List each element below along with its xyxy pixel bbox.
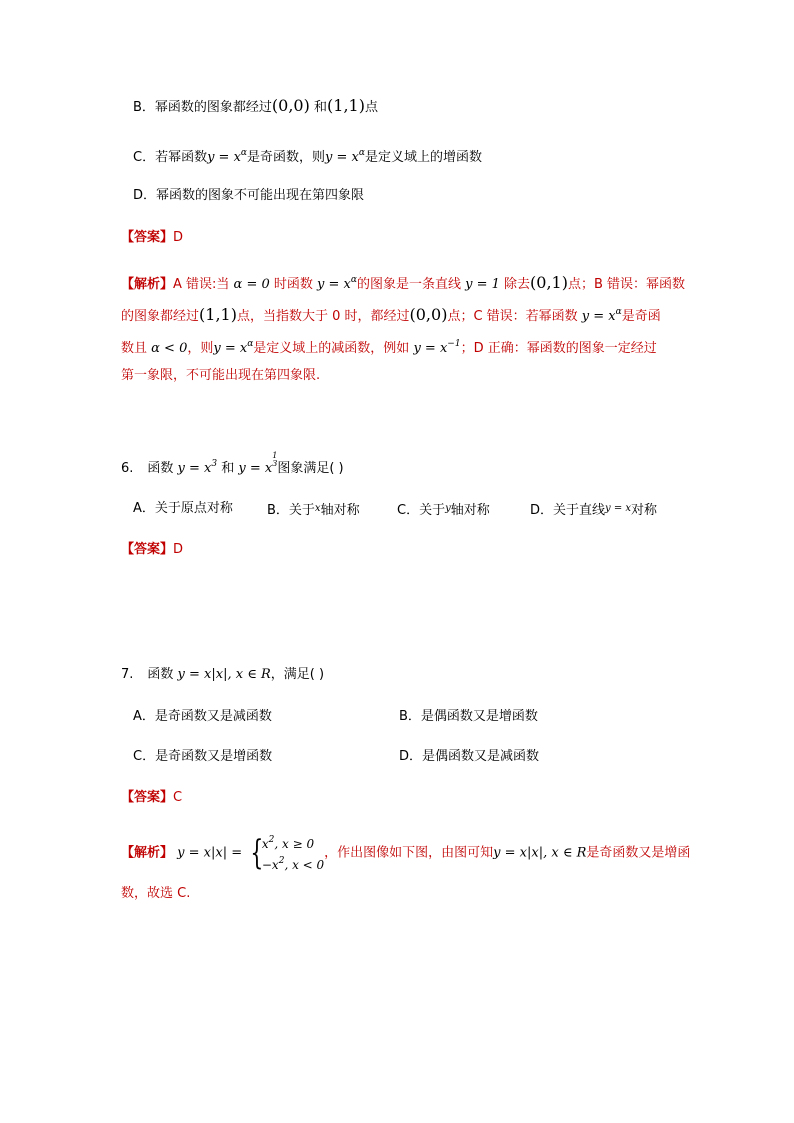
q7-option-a: A．是奇函数又是减函数 — [133, 709, 272, 724]
q7-option-c: C．是奇函数又是增函数 — [133, 749, 273, 764]
q7-analysis-line-1: 【解析】 $y = x|x| = \{x^2$, x ≥ 0 $-x^2$, x < 0，作出图像如下图，由图可知y = x|x|, x ∈ R是奇函数又是增函 — [121, 833, 691, 873]
point-origin: (0,0) — [271, 96, 310, 115]
q5-analysis-line-3: 数且 α < 0，则$y = x^\alpha$是定义域上的减函数，例如 $y = x^{-1}$；D 正确：幂函数的图象一定经过 — [121, 339, 657, 356]
q5-analysis-line-2: 的图象都经过(1,1)点，当指数大于 0 时，都经过(0,0)点；C 错误：若幂函数 $y = x^\alpha$是奇函 — [121, 305, 661, 324]
q7-option-b: B．是偶函数又是增函数 — [399, 709, 538, 724]
q6-stem: 6. 函数 $y = x^3$ 和 y = x 1 3 图象满足( ) — [121, 451, 344, 476]
q5-answer: 【答案】D — [121, 230, 184, 245]
q7-answer: 【答案】C — [121, 790, 183, 805]
q6-option-b: B．关于$^x$轴对称 — [267, 503, 360, 518]
q7-stem: 7. 函数 y = x|x|, x ∈ R，满足( ) — [121, 667, 325, 682]
q5-option-b: B．幂函数的图象都经过(0,0) 和(1,1)点 — [133, 96, 378, 115]
point-one-one: (1,1) — [327, 96, 365, 115]
q5-option-c: C．若幂函数$y = x^\alpha$是奇函数，则$y = x^\alpha$是定义域上的增函数 — [133, 148, 482, 165]
q7-analysis-line-2: 数，故选 C. — [121, 886, 191, 901]
q5-analysis-line-4: 第一象限，不可能出现在第四象限. — [121, 368, 321, 383]
q5-analysis-line-1: 【解析】A 错误:当 α = 0 时函数 $y = x^\alpha$的图象是一条直线 y = 1 除去(0,1)点；B 错误：幂函数 — [121, 273, 686, 292]
q6-answer: 【答案】D — [121, 542, 184, 557]
q6-option-c: C．关于$^y$轴对称 — [397, 503, 490, 518]
q6-option-d: D．关于直线$^{y = x}$对称 — [530, 503, 658, 518]
q7-option-d: D．是偶函数又是减函数 — [399, 749, 540, 764]
q6-option-a: A．关于原点对称 — [133, 501, 233, 516]
q5-option-d: D．幂函数的图象不可能出现在第四象限 — [133, 188, 365, 203]
